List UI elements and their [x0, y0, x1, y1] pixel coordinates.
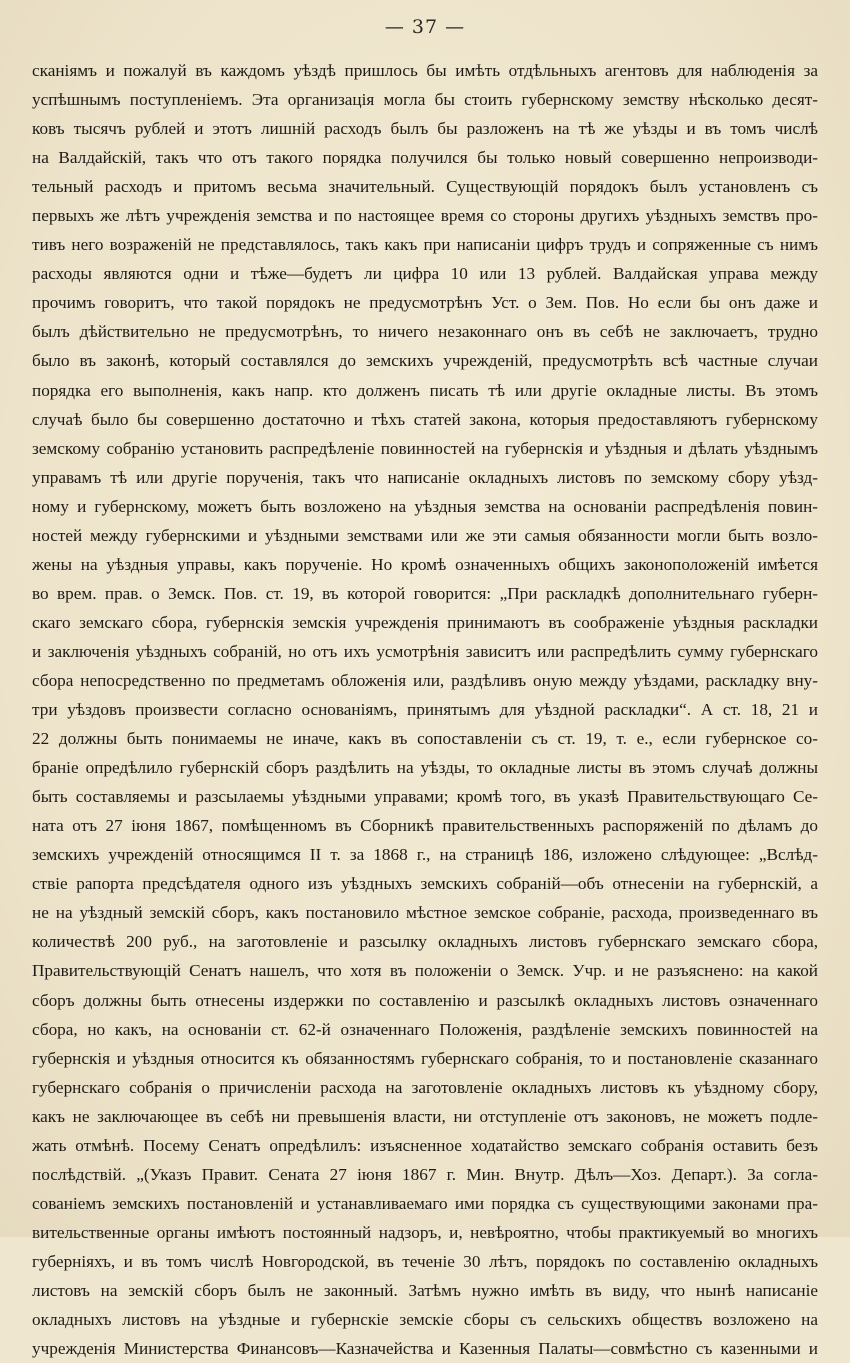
text-line: успѣшнымъ поступленіемъ. Эта организація могла бы стоить губернскому земству нѣсколько десят- [32, 90, 818, 110]
text-line: губерніяхъ, и въ томъ числѣ Новгородской, въ теченіе 30 лѣтъ, порядокъ по составленію окладныхъ [32, 1251, 818, 1271]
text-line: сбора, но какъ, на основаніи ст. 62-й означеннаго Положенія, раздѣленіе земскихъ повинностей на [32, 1019, 818, 1039]
text-line: ната отъ 27 іюня 1867, помѣщенномъ въ Сборникѣ правительственныхъ распоряженій по дѣламъ до [32, 816, 818, 836]
text-line: листовъ на земскій сборъ былъ не законный. Затѣмъ нужно имѣть въ виду, что нынѣ написаніе [32, 1280, 818, 1300]
text-line: Правительствующій Сенатъ нашелъ, что хотя въ положеніи о Земск. Учр. и не разъяснено: на какой [32, 961, 818, 981]
text-line: учрежденія Министерства Финансовъ—Казначейства и Казенныя Палаты—совмѣстно съ казенными и [32, 1339, 818, 1359]
text-line: случаѣ было бы совершенно достаточно и тѣхъ статей закона, которыя предоставляютъ губернскому [32, 409, 818, 429]
text-line: окладныхъ листовъ на уѣздные и губернскіе земскіе сборы съ сельскихъ обществъ возложено на [32, 1310, 818, 1330]
text-line: сканіямъ и пожалуй въ каждомъ уѣздѣ пришлось бы имѣть отдѣльныхъ агентовъ для наблюденія за [32, 61, 818, 80]
text-line: послѣдствій. „(Указъ Правит. Сената 27 іюня 1867 г. Мин. Внутр. Дѣлъ—Хоз. Департ.). За согла- [32, 1164, 818, 1184]
text-line: расходы являются одни и тѣже—будетъ ли цифра 10 или 13 рублей. Валдайская управа между [32, 264, 818, 284]
text-line: на Валдайскій, такъ что отъ такого порядка получился бы только новый совершенно непроизводи- [32, 148, 818, 168]
text-line: земскому собранію установить распредѣленіе повинностей на губернскія и уѣздныя и дѣлать уѣзднымъ [32, 438, 818, 458]
text-line: порядка его выполненія, какъ напр. кто долженъ писать тѣ или другіе окладные листы. Въ этомъ [32, 380, 818, 400]
text-line: жены на уѣздныя управы, какъ порученіе. Но кромѣ означенныхъ общихъ законоположеній имѣется [32, 554, 818, 574]
text-line: быть составляемы и разсылаемы уѣздными управами; кромѣ того, въ указѣ Правительствующаго Се- [32, 787, 818, 807]
text-line: сованіемъ земскихъ постановленій и устанавливаемаго ими порядка съ существующими законами пра- [32, 1193, 818, 1213]
page-number: — 37 — [384, 16, 466, 38]
text-line: какъ не заключающее въ себѣ ни превышенія власти, ни отступленіе отъ законовъ, не можетъ подле- [32, 1106, 818, 1126]
text-line: во врем. прав. о Земск. Пов. ст. 19, въ которой говорится: „При раскладкѣ дополнительнаго губерн- [32, 583, 818, 603]
text-line: три уѣздовъ произвести согласно основаніямъ, принятымъ для уѣздной раскладки“. А ст. 18, 21 и [32, 700, 818, 720]
text-line: было въ законѣ, который составлялся до земскихъ учрежденій, предусмотрѣть всѣ частные случаи [32, 351, 818, 371]
text-line: сборъ должны быть отнесены издержки по составленію и разсылкѣ окладныхъ листовъ означеннаго [32, 990, 818, 1010]
body-text [32, 56, 818, 1363]
text-line: ствіе рапорта предсѣдателя одного изъ уѣздныхъ земскихъ собраній—объ отнесеніи на губернскій, а [32, 874, 818, 894]
text-line: скаго земскаго сбора, губернскія земскія учрежденія принимаютъ въ соображеніе уѣздныя раскладки [32, 612, 818, 632]
text-line: управамъ тѣ или другіе порученія, такъ что написаніе окладныхъ листовъ по земскому сбору уѣзд- [32, 467, 818, 487]
text-line: былъ дѣйствительно не предусмотрѣнъ, то ничего незаконнаго онъ въ себѣ не заключаетъ, трудно [32, 322, 818, 342]
text-line: тивъ него возраженій не представлялось, такъ какъ при написаніи цифръ трудъ и сопряженные съ нимъ [32, 235, 818, 255]
text-line: тельный расходъ и притомъ весьма значительный. Существующій порядокъ былъ установленъ съ [32, 177, 818, 197]
text-line: сбора непосредственно по предметамъ обложенія или, раздѣливъ оную между уѣздами, раскладку вну- [32, 670, 818, 690]
text-line: первыхъ же лѣтъ учрежденія земства и по настоящее время со стороны другихъ уѣздныхъ земствъ про- [32, 206, 818, 226]
text-line: ностей между губернскими и уѣздными земствами или же эти самыя обязанности могли быть возло- [32, 525, 818, 545]
text-line: и заключенія уѣздныхъ собраній, но отъ ихъ усмотрѣнія зависитъ или распредѣлить сумму губернскаго [32, 641, 818, 661]
text-line: губернскія и уѣздныя относится къ обязанностямъ губернскаго собранія, то и постановленіе сказаннаго [32, 1048, 818, 1068]
text-line: 22 должны быть понимаемы не иначе, какъ въ сопоставленіи съ ст. 19, т. е., если губернское со- [32, 729, 818, 749]
text-line: вительственные органы имѣютъ постоянный надзоръ, и, невѣроятно, чтобы практикуемый во многихъ [32, 1222, 818, 1242]
text-line: ковъ тысячъ рублей и этотъ лишній расходъ былъ бы разложенъ на тѣ же уѣзды и въ томъ числѣ [32, 119, 818, 139]
text-line: прочимъ говоритъ, что такой порядокъ не предусмотрѣнъ Уст. о Зем. Пов. Но если бы онъ даже и [32, 293, 818, 313]
text-line: земскихъ учрежденій относящимся II т. за 1868 г., на страницѣ 186, изложено слѣдующее: „Вслѣд- [32, 845, 818, 865]
text-line: жать отмѣнѣ. Посему Сенатъ опредѣлилъ: изъясненное ходатайство земскаго собранія оставить безъ [32, 1135, 818, 1155]
text-line: количествѣ 200 руб., на заготовленіе и разсылку окладныхъ листовъ губернскаго земскаго сбора, [32, 932, 818, 952]
text-line: браніе опредѣлило губернскій сборъ раздѣлить на уѣзды, то окладные листы въ этомъ случаѣ должны [32, 758, 818, 778]
text-line: губернскаго собранія о причисленіи расхода на заготовленіе окладныхъ листовъ къ уѣздному сбору, [32, 1077, 818, 1097]
text-line: не на уѣздный земскій сборъ, какъ постановило мѣстное земское собраніе, расхода, произведеннаго въ [32, 903, 818, 923]
text-line: ному и губернскому, можетъ быть возложено на уѣздныя земства на основаніи распредѣленія повин- [32, 496, 818, 516]
